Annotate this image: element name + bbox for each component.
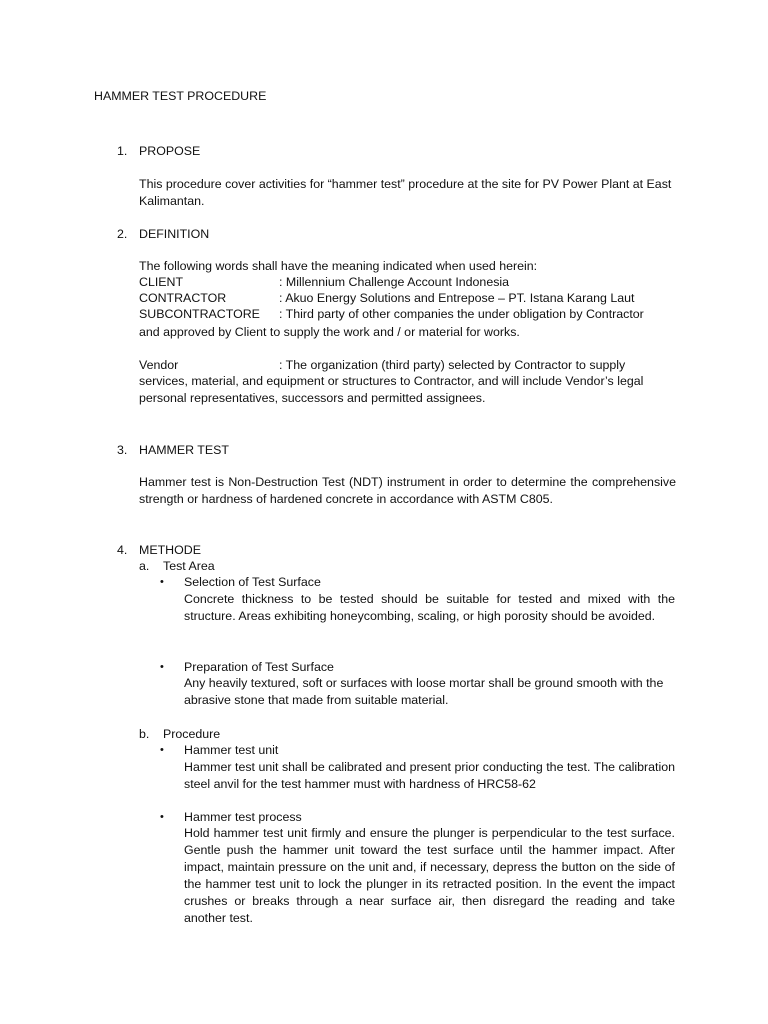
bullet-body: Hammer test unit shall be calibrated and present prior conducting the test. The calibration steel anvil for the test hammer must with hardness of HRC58-62 <box>184 760 675 791</box>
section-heading-propose: PROPOSE <box>139 144 201 158</box>
bullet-title: Preparation of Test Surface <box>184 660 334 674</box>
bullet-body: Any heavily textured, soft or surfaces with loose mortar shall be ground smooth with the abrasive stone that made from suitable material. <box>184 676 664 707</box>
definition-block <box>139 258 676 341</box>
section-number: 4. <box>117 543 128 557</box>
definition-intro: The following words shall have the meaning indicated when used herein: <box>139 259 538 273</box>
section-number: 2. <box>117 227 128 241</box>
bullet-icon: • <box>160 811 164 823</box>
subsection-label-test-area: Test Area <box>163 559 215 573</box>
subsection-letter: a. <box>139 559 150 573</box>
hammer-test-text: Hammer test is Non-Destruction Test (NDT) instrument in order to determine the comprehensive strength or hardness of hardened concrete in accordance with ASTM C805. <box>139 475 676 506</box>
vendor-continuation: services, material, and equipment or structures to Contractor, and will include Vendor’s legal personal representatives, successors and permitted assignees. <box>139 374 644 405</box>
definition-row <box>139 357 676 373</box>
section-heading-hammer-test: HAMMER TEST <box>139 443 229 457</box>
bullet-body: Concrete thickness to be tested should be suitable for tested and mixed with the structure. Areas exhibiting honeycombing, scaling, or high porosity should be avoided. <box>184 592 675 623</box>
bullet-body: Hold hammer test unit firmly and ensure the plunger is perpendicular to the test surface. Gentle push the hammer unit toward the test surface until the hammer impact. After impact, maintain pressure on the unit and, if necessary, depress the button on the side of the hammer test unit to lock the plunger in its retracted position. In the event the impact crushes or breaks through a near surface air, then disregard the reading and take another test. <box>184 826 675 925</box>
definition-value: : The organization (third party) selected by Contractor to supply <box>279 358 626 372</box>
section-heading-definition: DEFINITION <box>139 227 210 241</box>
bullet-title: Hammer test process <box>184 810 302 824</box>
section-number: 1. <box>117 144 128 158</box>
bullet-icon: • <box>160 744 164 756</box>
definition-row <box>139 290 676 306</box>
definition-value: : Third party of other companies the under obligation by Contractor <box>279 307 644 321</box>
definition-term: SUBCONTRACTORE <box>139 307 260 321</box>
definition-value: : Millennium Challenge Account Indonesia <box>279 275 510 289</box>
subsection-label-procedure: Procedure <box>163 727 221 741</box>
section-number: 3. <box>117 443 128 457</box>
subcontractor-continuation: and approved by Client to supply the work and / or material for works. <box>139 325 520 339</box>
document-title: HAMMER TEST PROCEDURE <box>94 89 267 103</box>
bullet-title: Hammer test unit <box>184 743 279 757</box>
bullet-icon: • <box>160 661 164 673</box>
definition-row <box>139 306 676 322</box>
definition-row <box>139 274 676 290</box>
definition-value: : Akuo Energy Solutions and Entrepose – PT. Istana Karang Laut <box>279 291 635 305</box>
definition-term: CONTRACTOR <box>139 291 227 305</box>
section-heading-methode: METHODE <box>139 543 201 557</box>
definition-term: Vendor <box>139 358 179 372</box>
vendor-definition <box>139 357 676 407</box>
bullet-icon: • <box>160 576 164 588</box>
definition-term: CLIENT <box>139 275 184 289</box>
subsection-letter: b. <box>139 727 150 741</box>
propose-text: This procedure cover activities for “hammer test” procedure at the site for PV Power Plant at East Kalimantan. <box>139 177 672 208</box>
bullet-title: Selection of Test Surface <box>184 575 321 589</box>
